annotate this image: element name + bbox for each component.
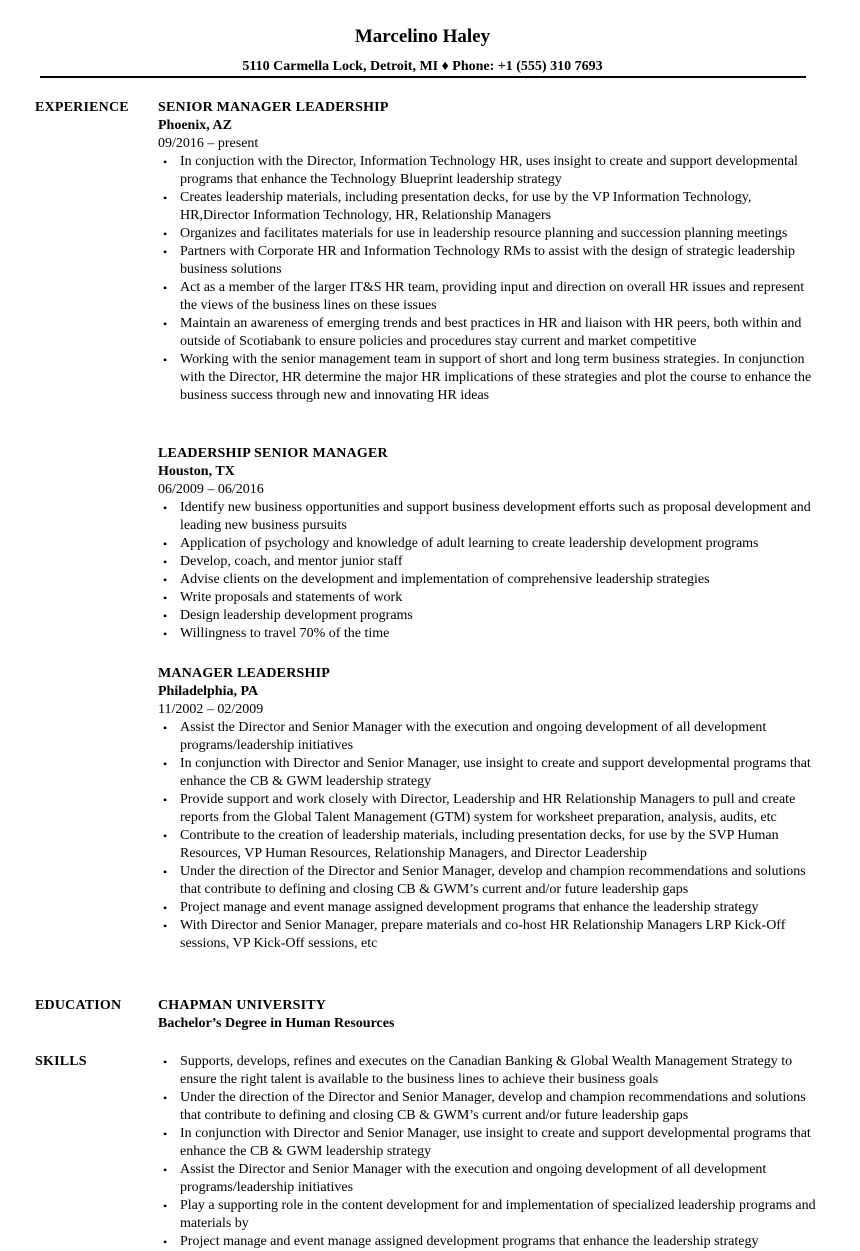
job-entry [158,99,818,405]
section-label-experience: EXPERIENCE [35,100,129,115]
list-item: • Working with the senior management team in support of short and long term business strategies. In conjunction with the Director, HR determine the major HR implications of these strategies and plot the course to enhance the business success through new and innovating HR ideas [180,351,818,405]
job-bullet-list [158,499,818,643]
job-entry [158,665,818,953]
list-item: • Provide support and work closely with Director, Leadership and HR Relationship Managers to pull and create reports from the Global Talent Management (GTM) system for worksheet preparation, analysis, audits, etc [180,791,818,827]
list-item: • Creates leadership materials, including presentation decks, for use by the VP Information Technology, HR,Director Information Technology, HR, Relationship Managers [180,189,818,225]
job-location: Philadelphia, PA [158,684,259,699]
list-item: • In conjunction with Director and Senior Manager, use insight to create and support developmental programs that enhance the CB & GWM leadership strategy [180,1125,818,1161]
job-dates: 11/2002 – 02/2009 [158,702,264,717]
list-item: • Maintain an awareness of emerging trends and best practices in HR and liaison with HR peers, both within and outside of Scotiabank to ensure policies and procedures stay current and market competitive [180,315,818,351]
skills-bullet-list [158,1053,818,1251]
list-item: • Identify new business opportunities and support business development efforts such as proposal development and leading new business pursuits [180,499,818,535]
list-item: • Project manage and event manage assigned development programs that enhance the leadership strategy [180,1233,818,1251]
job-title: SENIOR MANAGER LEADERSHIP [158,100,389,115]
list-item: • Play a supporting role in the content development for and implementation of specialized leadership programs and materials by [180,1197,818,1233]
degree: Bachelor’s Degree in Human Resources [158,1016,395,1031]
list-item: • Application of psychology and knowledge of adult learning to create leadership development programs [180,535,818,553]
list-item: • With Director and Senior Manager, prepare materials and co-host HR Relationship Managers LRP Kick-Off sessions, VP Kick-Off sessions, etc [180,917,818,953]
list-item: • Under the direction of the Director and Senior Manager, develop and champion recommendations and solutions that contribute to defining and closing CB & GWM’s current and/or future leadership gaps [180,863,818,899]
job-entry [158,445,818,643]
section-label-skills: SKILLS [35,1054,87,1069]
list-item: • In conjunction with Director and Senior Manager, use insight to create and support developmental programs that enhance the CB & GWM leadership strategy [180,755,818,791]
skills-entry [158,1053,818,1251]
school-name: CHAPMAN UNIVERSITY [158,998,327,1013]
list-item: • Write proposals and statements of work [180,589,818,607]
job-bullet-list [158,153,818,405]
job-location: Houston, TX [158,464,235,479]
candidate-name: Marcelino Haley [354,26,491,47]
job-bullet-list [158,719,818,953]
job-dates: 09/2016 – present [158,136,259,151]
contact-line: 5110 Carmella Lock, Detroit, MI ♦ Phone: +1 (555) 310 7693 [242,59,603,74]
list-item: • Under the direction of the Director and Senior Manager, develop and champion recommendations and solutions that contribute to defining and closing CB & GWM’s current and/or future leadership gaps [180,1089,818,1125]
job-title: LEADERSHIP SENIOR MANAGER [158,446,388,461]
list-item: • Act as a member of the larger IT&S HR team, providing input and direction on overall HR issues and represent the views of the business lines on these issues [180,279,818,315]
list-item: • Willingness to travel 70% of the time [180,625,818,643]
list-item: • Design leadership development programs [180,607,818,625]
job-title: MANAGER LEADERSHIP [158,666,331,681]
list-item: • Advise clients on the development and implementation of comprehensive leadership strategies [180,571,818,589]
list-item: • Organizes and facilitates materials for use in leadership resource planning and succession planning meetings [180,225,818,243]
list-item: • In conjuction with the Director, Information Technology HR, uses insight to create and support developmental programs that enhance the Technology Blueprint leadership strategy [180,153,818,189]
list-item: • Project manage and event manage assigned development programs that enhance the leadership strategy [180,899,818,917]
list-item: • Assist the Director and Senior Manager with the execution and ongoing development of all development programs/leadership initiatives [180,719,818,755]
list-item: • Partners with Corporate HR and Information Technology RMs to assist with the design of strategic leadership business solutions [180,243,818,279]
section-label-education: EDUCATION [35,998,122,1013]
list-item: • Develop, coach, and mentor junior staff [180,553,818,571]
list-item: • Supports, develops, refines and executes on the Canadian Banking & Global Wealth Management Strategy to ensure the right talent is available to the business lines to achieve their business goals [180,1053,818,1089]
education-entry [158,997,818,1033]
job-dates: 06/2009 – 06/2016 [158,482,264,497]
list-item: • Contribute to the creation of leadership materials, including presentation decks, for use by the SVP Human Resources, VP Human Resources, Relationship Managers, and Director Leadership [180,827,818,863]
job-location: Phoenix, AZ [158,118,232,133]
header-divider [40,76,806,78]
list-item: • Assist the Director and Senior Manager with the execution and ongoing development of all development programs/leadership initiatives [180,1161,818,1197]
